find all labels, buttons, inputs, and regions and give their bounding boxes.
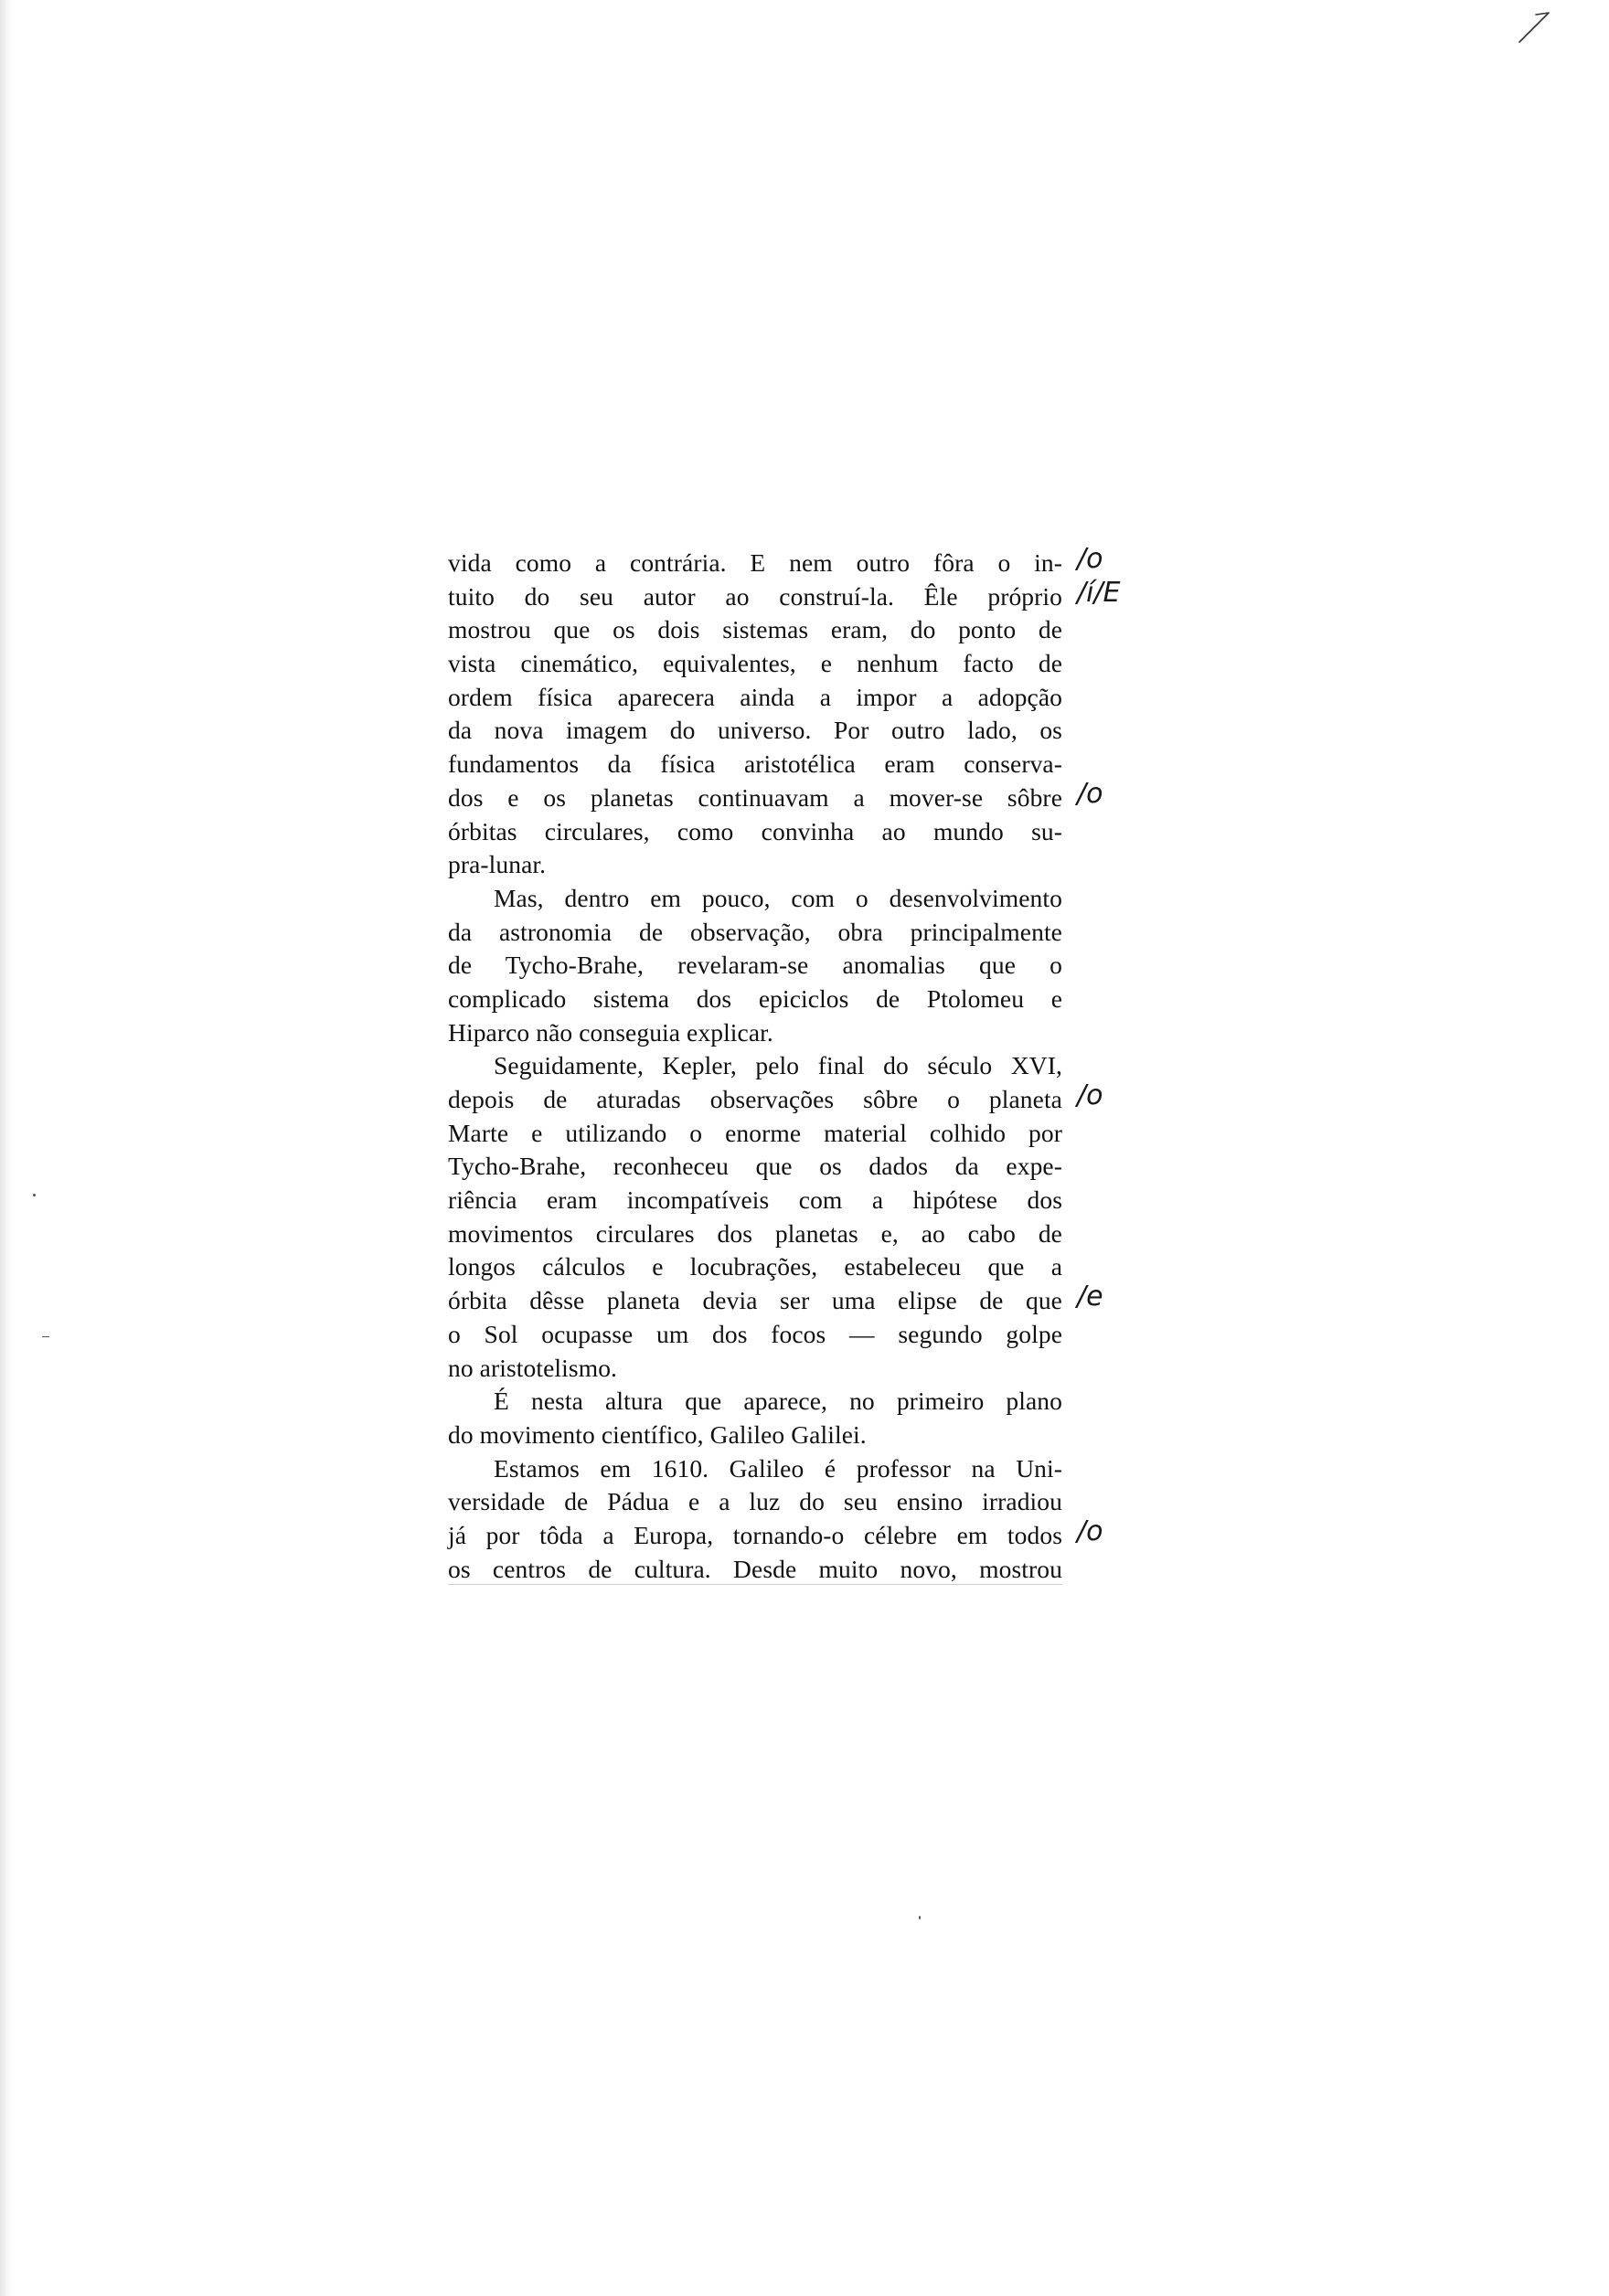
text-line: no aristotelismo.	[448, 1353, 618, 1382]
text-line: mostrou que os dois sistemas eram, do ponto de	[448, 615, 1062, 644]
margin-note: /o	[1077, 1079, 1103, 1112]
margin-note: /o	[1077, 777, 1103, 810]
text-line: Hiparco não conseguia explicar.	[448, 1017, 773, 1047]
text-line: da astronomia de observação, obra principalmente	[448, 917, 1062, 946]
text-line: Marte e utilizando o enorme material colhido por	[448, 1118, 1062, 1147]
text-line: de Tycho-Brahe, revelaram-se anomalias que o	[448, 951, 1062, 980]
text-line: vida como a contrária. E nem outro fôra o in-	[448, 548, 1062, 577]
text-line: Mas, dentro em pouco, com o desenvolvimento	[494, 883, 1062, 912]
text-line: tuito do seu autor ao construí-la. Êle próprio	[448, 581, 1062, 611]
text-line: da nova imagem do universo. Por outro lado, os	[448, 716, 1062, 745]
margin-note: /o	[1077, 1515, 1103, 1548]
margin-note: /í/E	[1077, 576, 1121, 609]
text-line: vista cinemático, equivalentes, e nenhum facto de	[448, 649, 1062, 678]
scan-speck	[33, 1194, 36, 1196]
text-line: complicado sistema dos epiciclos de Ptolomeu e	[448, 983, 1062, 1013]
scan-speck	[919, 1916, 921, 1919]
text-line: já por tôda a Europa, tornando-o célebre em todos	[448, 1520, 1062, 1549]
text-line: movimentos circulares dos planetas e, ao cabo de	[448, 1218, 1062, 1248]
text-line: Tycho-Brahe, reconheceu que os dados da expe-	[448, 1152, 1062, 1181]
text-line: longos cálculos e locubrações, estabeleceu que a	[448, 1252, 1062, 1281]
text-line: versidade de Pádua e a luz do seu ensino irradiou	[448, 1487, 1062, 1516]
page-edge-shadow	[0, 0, 13, 2296]
text-line: pra-lunar.	[448, 850, 547, 879]
margin-note: /e	[1077, 1281, 1103, 1313]
text-line: depois de aturadas observações sôbre o planeta	[448, 1085, 1062, 1113]
body-text	[448, 547, 1062, 1586]
text-line: Estamos em 1610. Galileo é professor na Uni-	[494, 1453, 1062, 1483]
bottom-rule	[448, 1584, 1062, 1585]
text-line: do movimento científico, Galileo Galilei.	[448, 1419, 867, 1449]
text-line: os centros de cultura. Desde muito novo, mostrou	[448, 1554, 1062, 1583]
text-line: órbitas circulares, como convinha ao mundo su-	[448, 816, 1062, 845]
text-line: riência eram incompatíveis com a hipótese dos	[448, 1185, 1062, 1215]
scan-speck	[42, 1336, 49, 1337]
text-line: órbita dêsse planeta devia ser uma elipse de que	[448, 1286, 1062, 1315]
text-line: fundamentos da física aristotélica eram conserva-	[448, 749, 1062, 779]
text-line: o Sol ocupasse um dos focos — segundo golpe	[448, 1319, 1062, 1348]
text-line: ordem física aparecera ainda a impor a adopção	[448, 682, 1062, 711]
text-line: Seguidamente, Kepler, pelo final do século XVI,	[494, 1051, 1062, 1080]
corner-pen-mark	[1516, 9, 1552, 46]
text-line: É nesta altura que aparece, no primeiro plano	[494, 1387, 1062, 1416]
margin-note: /o	[1077, 543, 1103, 575]
text-line: dos e os planetas continuavam a mover-se sôbre	[448, 782, 1062, 812]
